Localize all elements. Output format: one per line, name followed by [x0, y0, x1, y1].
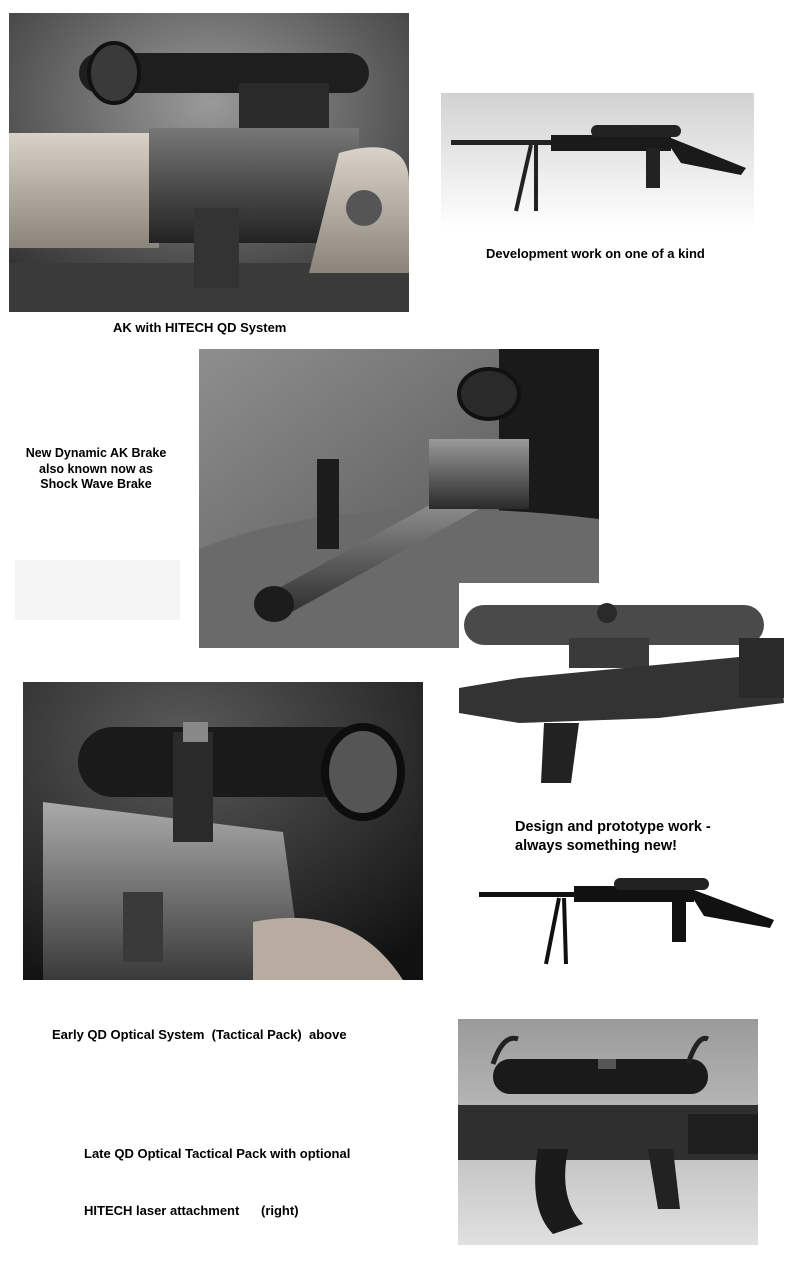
ak-hitech-caption: AK with HITECH QD System — [113, 320, 287, 335]
design-caption: Design and prototype work - always something new! — [515, 819, 711, 854]
late-qd-tactical-photo — [458, 1019, 758, 1245]
early-qd-optical-photo — [23, 682, 423, 980]
ak-hitech-qd-photo — [9, 13, 409, 312]
development-caption: Development work on one of a kind — [486, 246, 705, 261]
early-caption: Early QD Optical System (Tactical Pack) above — [52, 1027, 347, 1042]
bipod-rifle-photo — [474, 868, 780, 971]
scope-receiver-photo — [459, 583, 786, 793]
development-rifle-photo — [441, 93, 754, 228]
late-caption: Late QD Optical Tactical Pack with optional HITECH laser attachment (right) — [84, 1146, 351, 1218]
ghost-artifact — [15, 560, 180, 620]
brake-caption: New Dynamic AK Brake also known now as Shock Wave Brake — [25, 446, 167, 491]
